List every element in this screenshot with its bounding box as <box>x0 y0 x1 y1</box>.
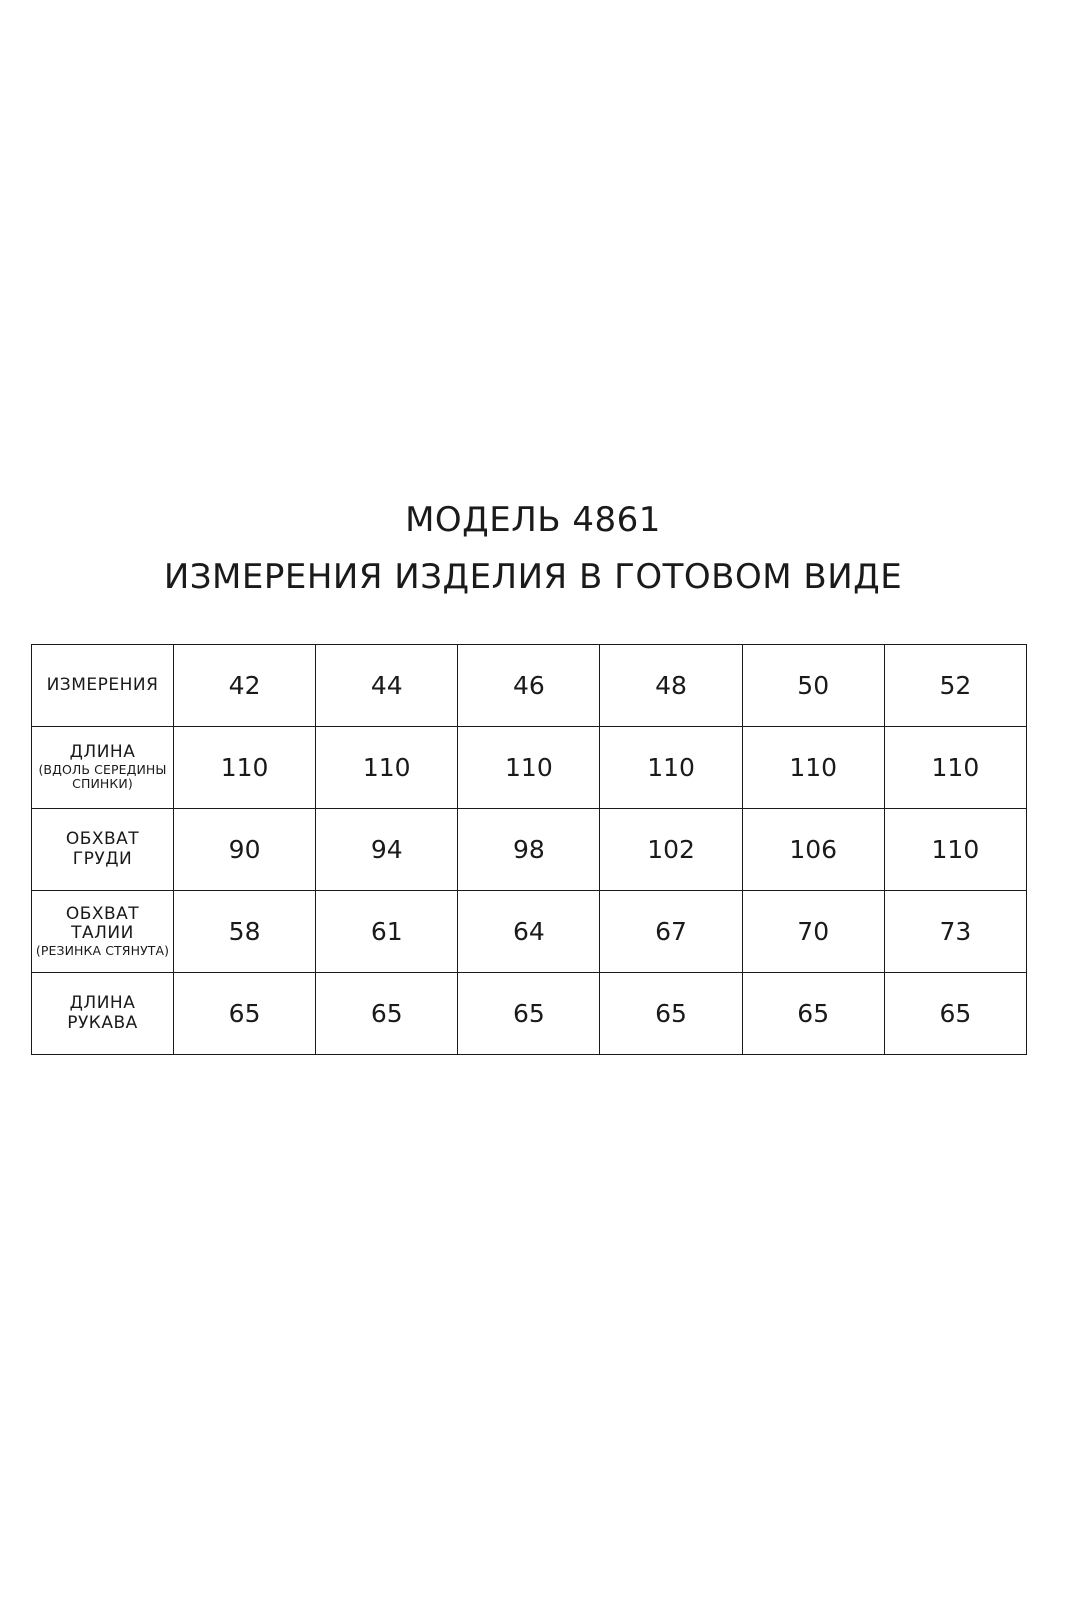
row-label: ОБХВАТ <box>65 828 140 849</box>
value-cell: 65 <box>458 973 600 1055</box>
row-label: РУКАВА <box>67 1012 138 1033</box>
value-cell: 110 <box>742 727 884 809</box>
row-label: ОБХВАТ <box>65 903 140 924</box>
value-cell: 65 <box>742 973 884 1055</box>
value-cell: 110 <box>458 727 600 809</box>
value-cell: 67 <box>600 891 742 973</box>
value-cell: 90 <box>174 809 316 891</box>
size-cell: 44 <box>316 645 458 727</box>
table-header-row <box>32 645 1027 727</box>
value-cell: 110 <box>174 727 316 809</box>
row-note: (ВДОЛЬ СЕРЕДИНЫ <box>38 761 167 777</box>
size-cell: 50 <box>742 645 884 727</box>
value-cell: 98 <box>458 809 600 891</box>
row-label: ГРУДИ <box>72 848 133 869</box>
page-title: МОДЕЛЬ 4861 <box>405 500 661 540</box>
value-cell: 110 <box>884 809 1026 891</box>
value-cell: 70 <box>742 891 884 973</box>
value-cell: 106 <box>742 809 884 891</box>
value-cell: 58 <box>174 891 316 973</box>
size-table <box>31 644 1027 1055</box>
row-label-cell <box>32 809 174 891</box>
value-cell: 65 <box>316 973 458 1055</box>
header-label: ИЗМЕРЕНИЯ <box>46 674 159 695</box>
size-cell: 52 <box>884 645 1026 727</box>
table-row <box>32 809 1027 891</box>
row-label: ДЛИНА <box>69 742 136 763</box>
value-cell: 110 <box>600 727 742 809</box>
value-cell: 102 <box>600 809 742 891</box>
row-label: ТАЛИИ <box>71 923 134 944</box>
value-cell: 110 <box>884 727 1026 809</box>
header-label-cell <box>32 645 174 727</box>
page-subtitle: ИЗМЕРЕНИЯ ИЗДЕЛИЯ В ГОТОВОМ ВИДЕ <box>163 557 903 597</box>
row-label-cell <box>32 973 174 1055</box>
table-row <box>32 891 1027 973</box>
value-cell: 65 <box>600 973 742 1055</box>
value-cell: 110 <box>316 727 458 809</box>
row-label-cell <box>32 891 174 973</box>
size-cell: 46 <box>458 645 600 727</box>
value-cell: 94 <box>316 809 458 891</box>
row-label-cell <box>32 727 174 809</box>
row-note: СПИНКИ) <box>72 776 133 792</box>
table-row <box>32 727 1027 809</box>
row-label: ДЛИНА <box>69 992 136 1013</box>
size-cell: 48 <box>600 645 742 727</box>
size-cell: 42 <box>174 645 316 727</box>
value-cell: 65 <box>174 973 316 1055</box>
value-cell: 61 <box>316 891 458 973</box>
value-cell: 64 <box>458 891 600 973</box>
value-cell: 65 <box>884 973 1026 1055</box>
table-row <box>32 973 1027 1055</box>
row-note: (РЕЗИНКА СТЯНУТА) <box>35 942 170 958</box>
value-cell: 73 <box>884 891 1026 973</box>
